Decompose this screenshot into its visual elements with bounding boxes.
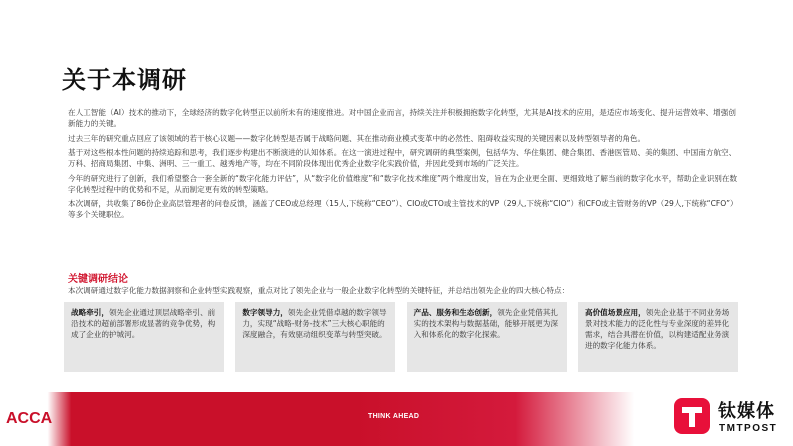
tmtpost-logo-en: TMTPOST xyxy=(719,423,778,434)
intro-paragraph: 基于对这些根本性问题的持续追踪和思考，我们逐步构建出不断演进的认知体系。在这一演进过程中，研究调研的典型案例，包括华为、华住集团、健合集团、香港医管局、美的集团、中国南方航空、万科、招商局集团、中集、洲明、三一重工、越秀地产等，均在不同阶段体现出优秀企业数字化实践价值，并因此受到市场的广泛关注。 xyxy=(68,148,737,168)
findings-heading: 关键调研结论 xyxy=(68,274,128,285)
finding-card-text: 领先企业通过顶层战略牵引、前沿技术的超前部署形成显著的竞争优势，构成了企业的护城河。 xyxy=(71,308,216,339)
think-ahead-tagline: THINK AHEAD xyxy=(368,413,420,420)
finding-card-scenarios xyxy=(578,302,738,372)
finding-card-term: 产品、服务和生态创新， xyxy=(413,308,498,317)
finding-card-term: 战略牵引， xyxy=(71,308,109,317)
intro-paragraph: 在人工智能（AI）技术的推动下，全球经济的数字化转型正以前所未有的速度推进。对中国企业而言，持续关注并积极拥抱数字化转型，尤其是AI技术的应用，是适应市场变化、提升运营效率、增强创新能力的关键。 xyxy=(68,108,736,128)
findings-cards xyxy=(64,302,738,372)
acca-logo: ACCA xyxy=(6,410,53,427)
intro-body xyxy=(68,107,740,224)
page-title: 关于本调研 xyxy=(62,66,187,94)
tmtpost-logo-cn: 钛媒体 xyxy=(718,401,775,422)
finding-card-innovation xyxy=(407,302,567,372)
finding-card-term: 数字领导力， xyxy=(242,308,288,317)
tmtpost-logo-icon xyxy=(674,398,710,434)
intro-paragraph: 过去三年的研究重点回应了该领域的若干核心议题——数字化转型是否属于战略问题、其在推动商业模式变革中的必然性、阻碍收益实现的关键因素以及转型领导者的角色。 xyxy=(68,133,646,143)
intro-paragraph: 今年的研究进行了创新，我们希望整合一套全新的“数字化能力评估”，从“数字化价值维度”和“数字化技术维度”两个维度出发，旨在为企业更全面、更细致地了解当前的数字化水平，帮助企业识别在数字化转型过程中的优势和不足，从而制定更有效的转型策略。 xyxy=(68,173,738,194)
finding-card-leadership xyxy=(235,302,395,372)
finding-card-text: 领先企业凭借卓越的数字领导力，实现“战略-财务-技术”三大核心职能的深度融合，有效驱动组织变革与转型突破。 xyxy=(242,308,387,339)
intro-paragraph: 本次调研，共收集了86份企业高层管理者的问卷反馈，涵盖了CEO或总经理（15人,下统称“CEO”）、CIO或CTO或主管技术的VP（29人,下统称“CIO”）和CFO或主管财务的VP（29人,下统称“CFO”）等多个关键职位。 xyxy=(68,199,738,219)
finding-card-text: 领先企业基于不同业务场景对技术能力的泛化性与专业深度的差异化需求，结合具潜在价值，以构建适配业务演进的数字化能力体系。 xyxy=(584,308,730,350)
finding-card-text: 领先企业凭借其扎实的技术架构与数据基础，能够开展更为深入和体系化的数字化探索。 xyxy=(413,308,558,339)
finding-card-strategy xyxy=(64,302,224,372)
findings-intro: 本次调研通过数字化能力数据洞察和企业转型实践观察，重点对比了领先企业与一般企业数字化转型的关键特征，并总结出领先企业的四大核心特点： xyxy=(68,286,570,295)
finding-card-term: 高价值场景应用， xyxy=(584,308,646,317)
